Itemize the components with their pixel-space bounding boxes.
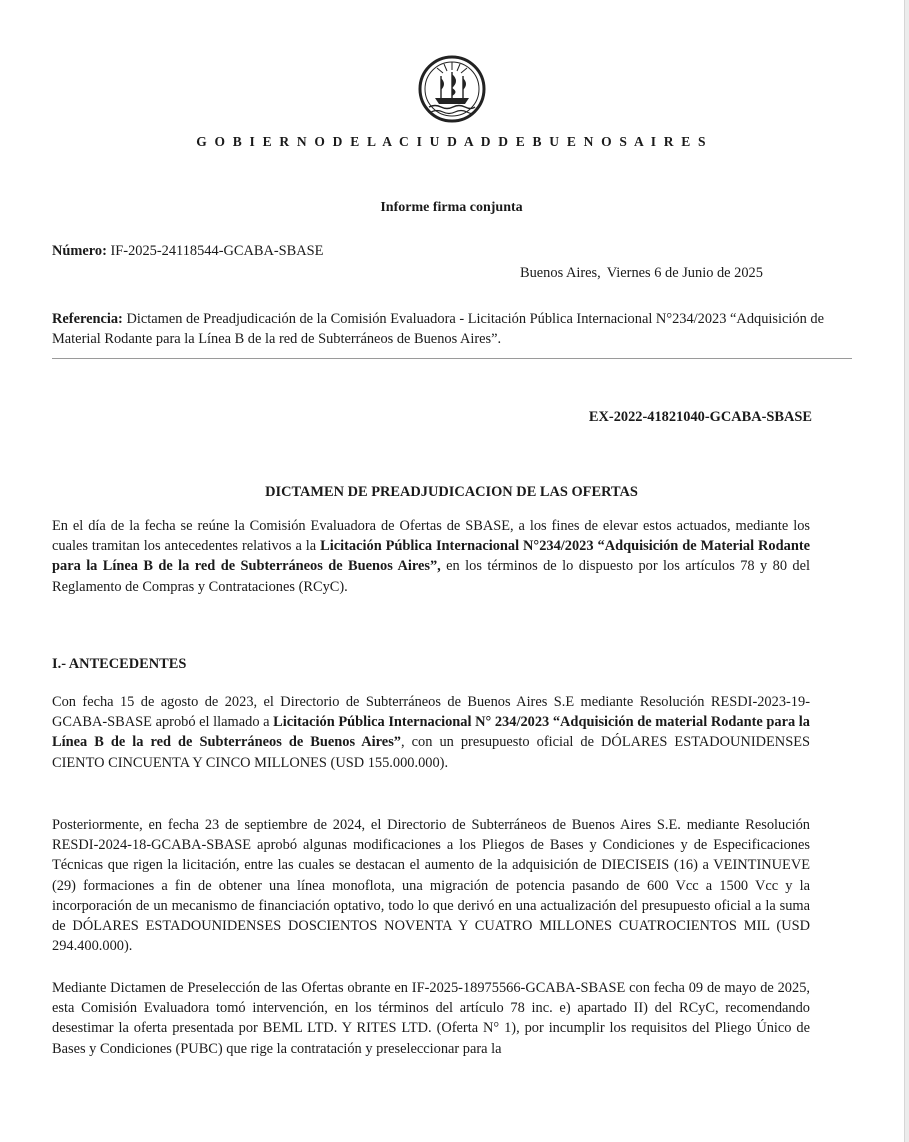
- numero-value: IF-2025-24118544-GCABA-SBASE: [110, 243, 324, 259]
- referencia-text: Dictamen de Preadjudicación de la Comisión Evaluadora - Licitación Pública Internacional N°234/2023 “Adquisición de Material Rodante para la Línea B de la red de Subterráneos de Buenos Aires”.: [52, 311, 824, 347]
- p1-text-a: Con fecha 15 de agosto de 2023, el Directorio de Subterráneos de Buenos Aires S.E mediante Resolución RESDI-2023-19-GCABA-SBASE aprobó el llamado a: [52, 694, 810, 731]
- paragraph-2: Posteriormente, en fecha 23 de septiembre de 2024, el Directorio de Subterráneos de Buenos Aires S.E. mediante Resolución RESDI-2024-18-GCABA-SBASE aprobó algunas modificaciones a los Pliegos de Bases y Condiciones y de Especificaciones Técnicas que rigen la licitación, entre las cuales se destacan el aumento de la adquisición de DIECISEIS (16) a VEINTINUEVE (29) formaciones a fin de obtener una línea monoflota, una migración de potencia pasando de 600 Vcc a 1500 Vcc y la incorporación de un mecanismo de financiación optativo, todo lo que derivó en una actualización del presupuesto oficial a la suma de DÓLARES ESTADOUNIDENSES DOSCIENTOS NOVENTA Y CUATRO MILLONES CUATROCIENTOS MIL (USD 294.400.000).: [52, 817, 810, 955]
- place-text: Buenos Aires,: [520, 265, 601, 281]
- document-date: [520, 265, 763, 282]
- expediente-number: EX-2022-41821040-GCABA-SBASE: [588, 409, 812, 425]
- header-divider: [52, 358, 852, 359]
- intro-text-a: En el día de la fecha se reúne la Comisión Evaluadora de Ofertas de SBASE, a los fines de elevar estos actuados, mediante los cuales tramitan los antecedentes relativos a la: [52, 518, 810, 555]
- scrollbar[interactable]: [904, 0, 909, 1142]
- paragraph-3: Mediante Dictamen de Preselección de las Ofertas obrante en IF-2025-18975566-GCABA-SBASE con fecha 09 de mayo de 2025, esta Comisión Evaluadora tomó intervención, en los términos del artículo 78 inc. e) apartado II) del RCyC, recomendando desestimar la oferta presentada por BEML LTD. Y RITES LTD. (Oferta N° 1), por incumplir los requisitos del Pliego Único de Bases y Condiciones (PUBC) que rige la contratación y preseleccionar para la: [52, 980, 810, 1057]
- dictamen-title: DICTAMEN DE PREADJUDICACION DE LAS OFERTAS: [265, 484, 638, 500]
- p1-text-c: , con un presupuesto oficial de DÓLARES ESTADOUNIDENSES CIENTO CINCUENTA Y CINCO MILLONES (USD 155.000.000).: [52, 734, 810, 771]
- date-text: Viernes 6 de Junio de 2025: [606, 265, 763, 281]
- document-number: [52, 243, 323, 260]
- city-coat-of-arms-icon: [417, 54, 487, 124]
- intro-text-c: en los términos de lo dispuesto por los artículos 78 y 80 del Reglamento de Compras y Contrataciones (RCyC).: [52, 558, 810, 595]
- paragraph-1: [52, 692, 810, 773]
- referencia-label: Referencia:: [52, 311, 123, 327]
- numero-label: Número:: [52, 243, 107, 259]
- p1-text-bold: Licitación Pública Internacional N° 234/2023 “Adquisición de material Rodante para la Línea B de la red de Subterráneos de Buenos Aires”: [52, 714, 811, 751]
- section-heading-antecedentes: I.- ANTECEDENTES: [52, 656, 187, 672]
- document-type: Informe firma conjunta: [380, 200, 523, 215]
- reference: [52, 309, 827, 349]
- intro-paragraph: [52, 516, 810, 597]
- intro-text-bold: Licitación Pública Internacional N°234/2023 “Adquisición de Material Rodante para la Línea B de la red de Subterráneos de Buenos Aires”,: [52, 538, 811, 575]
- government-name: G O B I E R N O D E L A C I U D A D D E B U E N O S A I R E S: [196, 134, 707, 149]
